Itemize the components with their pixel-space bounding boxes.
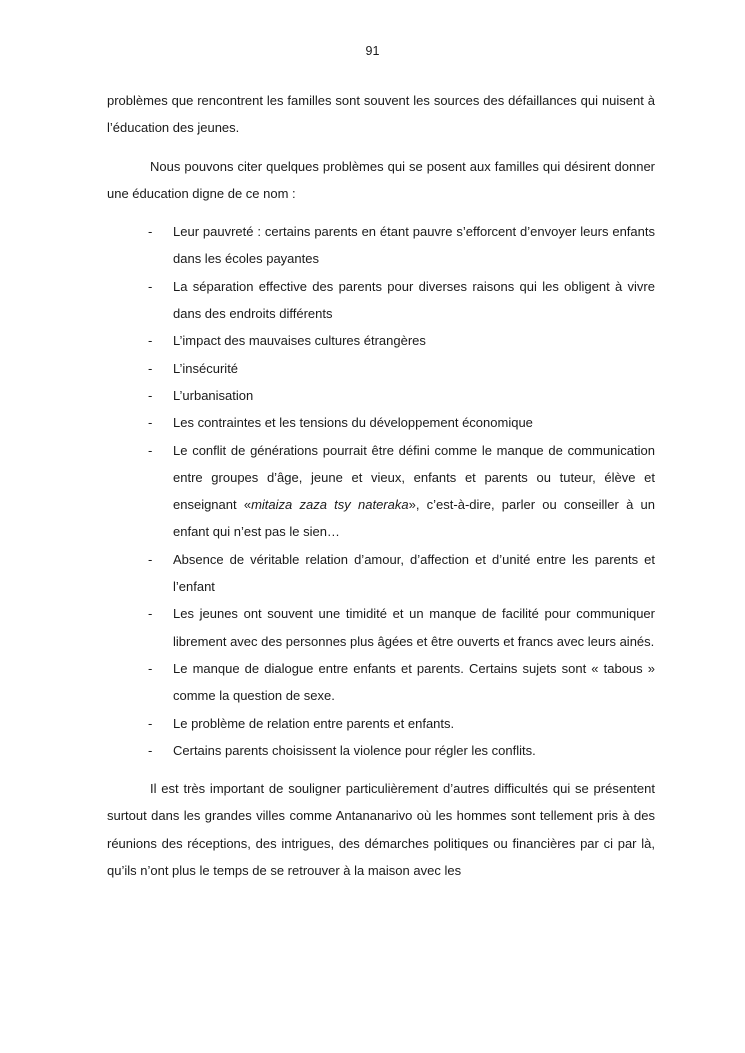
list-item — [107, 273, 655, 328]
list-item — [107, 546, 655, 601]
list-item — [107, 737, 655, 764]
list-item-text — [173, 443, 655, 540]
bullet-dash: - — [148, 333, 153, 349]
list-item — [107, 655, 655, 710]
list-item-text: L’impact des mauvaises cultures étrangères — [173, 333, 426, 349]
malagasy-expression: mitaiza zaza tsy nateraka — [251, 497, 409, 513]
paragraph-gap — [107, 764, 655, 775]
list-item — [107, 382, 655, 409]
bullet-dash: - — [148, 224, 153, 240]
list-item-text: Le manque de dialogue entre enfants et parents. Certains sujets sont « tabous » comme la question de sexe. — [173, 660, 655, 704]
list-item-text: Les contraintes et les tensions du développement économique — [173, 415, 533, 431]
list-item-text: Certains parents choisissent la violence pour régler les conflits. — [173, 742, 536, 758]
list-item — [107, 437, 655, 546]
bullet-dash: - — [148, 360, 153, 376]
bullet-dash: - — [148, 606, 153, 622]
paragraph-gap — [107, 207, 655, 218]
bullet-dash: - — [148, 387, 153, 403]
bullet-dash: - — [148, 415, 153, 431]
list-item — [107, 218, 655, 273]
intro-paragraph: problèmes que rencontrent les familles sont souvent les sources des défaillances qui nuisent à l’éducation des jeunes. — [107, 93, 655, 136]
list-item-text: La séparation effective des parents pour diverses raisons qui les obligent à vivre dans des endroits différents — [173, 278, 655, 322]
bullet-dash: - — [148, 278, 153, 294]
bullet-dash: - — [148, 715, 153, 731]
bullet-dash: - — [148, 742, 153, 758]
list-intro-paragraph: Nous pouvons citer quelques problèmes qui se posent aux familles qui désirent donner une éducation digne de ce nom : — [107, 158, 655, 201]
list-item-text: Leur pauvreté : certains parents en étant pauvre s’efforcent d’envoyer leurs enfants dans les écoles payantes — [173, 224, 655, 267]
paragraph-gap — [107, 142, 655, 153]
problems-list — [107, 218, 655, 764]
list-item-text: Le problème de relation entre parents et enfants. — [173, 715, 455, 731]
closing-paragraph: Il est très important de souligner particulièrement d’autres difficultés qui se présentent surtout dans les grandes villes comme Antananarivo où les hommes sont tellement pris à des réunions des réceptions, des intrigues, des démarches politiques ou financières par ci par là, qu’ils n’ont plus le temps de se retrouver à la maison avec les — [107, 781, 655, 879]
list-item — [107, 409, 655, 436]
list-item-text: Absence de véritable relation d’amour, d’affection et d’unité entre les parents et l’enfant — [173, 551, 655, 595]
list-item-text: L’urbanisation — [173, 387, 254, 403]
list-item — [107, 355, 655, 382]
bullet-dash: - — [148, 660, 153, 676]
page-body — [107, 87, 655, 884]
bullet-dash: - — [148, 442, 153, 458]
list-item — [107, 710, 655, 737]
bullet-dash: - — [148, 551, 153, 567]
list-item-text-part: Le conflit de générations pourrait être défini comme le manque de communication entre groupes d’âge, jeune et vieux, enfants et parents ou tuteur, élève et enseignant « — [173, 442, 655, 513]
list-item-text: Les jeunes ont souvent une timidité et un manque de facilité pour communiquer librement avec des personnes plus âgées et être ouverts et francs avec leurs ainés. — [173, 606, 655, 649]
list-item — [107, 327, 655, 354]
list-item-text-part: », c’est-à-dire, parler ou conseiller à un enfant qui n’est pas le sien… — [173, 497, 655, 540]
page-number: 91 — [365, 44, 380, 58]
list-item-text: L’insécurité — [173, 360, 239, 376]
list-item — [107, 600, 655, 655]
